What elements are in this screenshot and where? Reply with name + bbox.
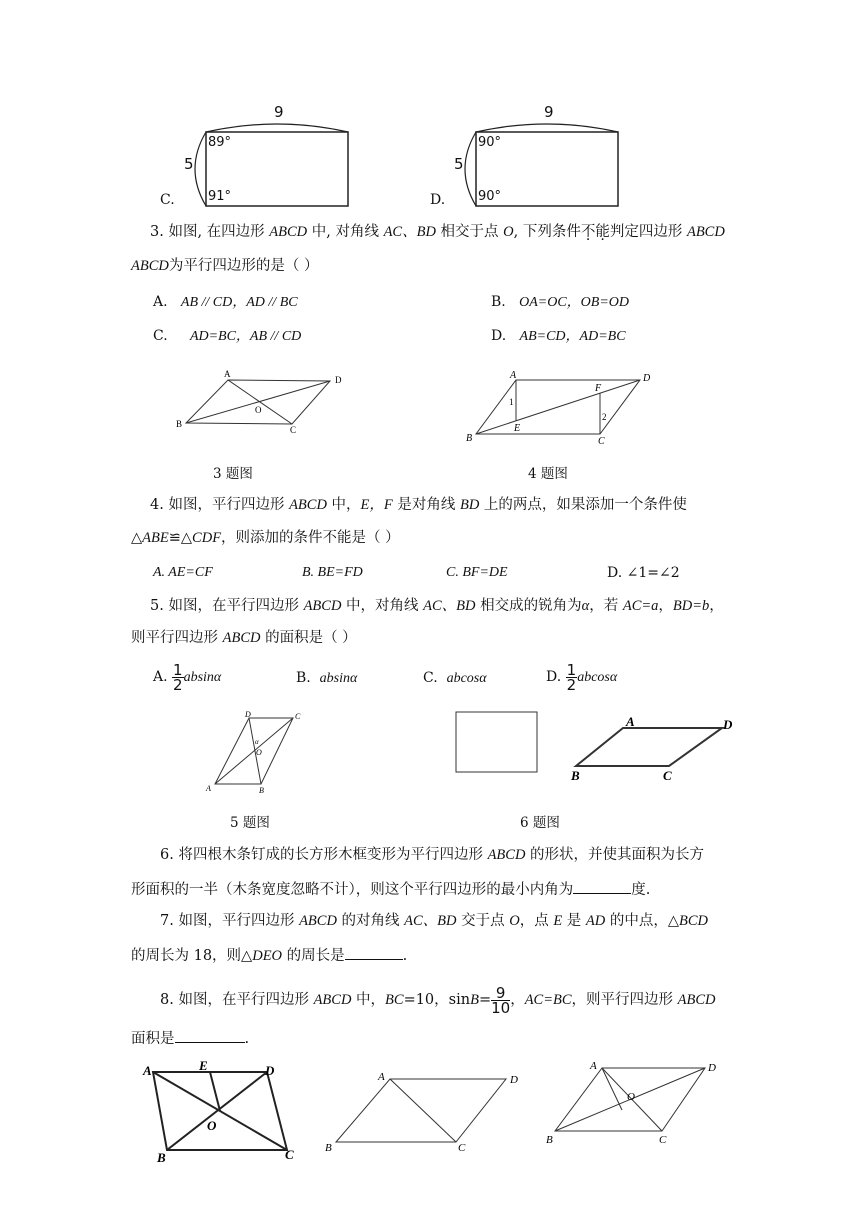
q7-line2: 的周长为 18，则△DEO 的周长是 . bbox=[131, 944, 407, 966]
q6-figure bbox=[450, 708, 750, 784]
q5-option-c: C. abcosα bbox=[423, 670, 487, 686]
svg-text:A: A bbox=[510, 370, 517, 381]
svg-text:D: D bbox=[335, 375, 342, 385]
svg-text:D: D bbox=[723, 717, 733, 732]
caption-q5: 5 题图 bbox=[230, 815, 270, 831]
caption-q4: 4 题图 bbox=[528, 466, 568, 482]
svg-text:O: O bbox=[256, 748, 262, 757]
svg-text:C: C bbox=[458, 1142, 466, 1154]
svg-text:B: B bbox=[259, 786, 264, 795]
fig-d-angle-top: 90° bbox=[478, 135, 502, 150]
q5-option-b: B. absinα bbox=[296, 670, 358, 686]
q9-figure bbox=[540, 1055, 740, 1150]
q8-answer-blank[interactable] bbox=[175, 1027, 245, 1043]
svg-text:A: A bbox=[378, 1071, 385, 1083]
q8-line1: 8. 如图，在平行四边形 ABCD 中，BC=10，sinB= $\frac{9}{10}$ ，AC=BC，则平行四边形 ABCD bbox=[160, 983, 716, 1017]
svg-text:F: F bbox=[595, 383, 602, 394]
svg-text:E: E bbox=[199, 1058, 208, 1073]
svg-text:B: B bbox=[325, 1142, 332, 1154]
q4-line1: 4. 如图，平行四边形 ABCD 中，E，F 是对角线 BD 上的两点，如果添加一个条件使 bbox=[150, 497, 687, 513]
svg-text:D: D bbox=[245, 710, 251, 719]
q7-answer-blank[interactable] bbox=[345, 944, 403, 960]
option-d-label: D. bbox=[430, 192, 446, 208]
svg-text:B: B bbox=[176, 419, 183, 429]
q8-figure bbox=[320, 1065, 530, 1155]
fig-c-top-label: 9 bbox=[274, 103, 284, 121]
q4-option-b: B. BE=FD bbox=[302, 565, 363, 580]
q4-option-d: D. ∠1=∠2 bbox=[607, 565, 680, 581]
svg-text:C: C bbox=[663, 768, 672, 783]
q3-line2: ABCD为平行四边形的是（ ） bbox=[131, 258, 319, 274]
fig-d-angle-bottom: 90° bbox=[478, 189, 502, 204]
q8-line2: 面积是 . bbox=[131, 1027, 249, 1049]
svg-text:O: O bbox=[207, 1118, 217, 1133]
q5-figure bbox=[203, 709, 313, 797]
svg-text:1: 1 bbox=[509, 397, 514, 407]
fig-c-left-label: 5 bbox=[184, 155, 194, 173]
option-c-label: C. bbox=[160, 192, 175, 208]
fig-d-top-label: 9 bbox=[544, 103, 554, 121]
q5-option-a-fraction: $\frac{1}{2}$ bbox=[173, 660, 183, 694]
q3-option-c: C. AD=BC，AB // CD bbox=[153, 328, 302, 344]
q4-option-a: A. AE=CF bbox=[153, 565, 213, 580]
fig-c-angle-top: 89° bbox=[208, 135, 232, 150]
q4-figure bbox=[462, 368, 662, 446]
q3-option-a: A. AB // CD，AD // BC bbox=[153, 294, 298, 310]
svg-text:A: A bbox=[224, 369, 231, 379]
q4-line2: △ABE≌△CDF，则添加的条件不能是（ ） bbox=[131, 530, 400, 546]
q8-fraction: $\frac{9}{10}$ bbox=[491, 983, 511, 1017]
svg-text:O: O bbox=[255, 405, 262, 415]
svg-text:C: C bbox=[295, 712, 301, 721]
svg-text:2: 2 bbox=[602, 412, 607, 422]
svg-text:B: B bbox=[157, 1150, 166, 1165]
q3-figure bbox=[170, 368, 350, 438]
q5-line1: 5. 如图，在平行四边形 ABCD 中，对角线 AC、BD 相交成的锐角为α，若 AC=a，BD=b， bbox=[150, 598, 724, 614]
svg-text:A: A bbox=[590, 1060, 597, 1072]
q6-line2: 形面积的一半（木条宽度忽略不计），则这个平行四边形的最小内角为 度. bbox=[131, 878, 650, 900]
svg-text:D: D bbox=[708, 1062, 716, 1074]
svg-text:E: E bbox=[514, 423, 521, 434]
fig-c-angle-bottom: 91° bbox=[208, 189, 232, 204]
svg-text:D: D bbox=[510, 1074, 518, 1086]
svg-text:D: D bbox=[265, 1063, 275, 1078]
svg-text:D: D bbox=[643, 373, 651, 384]
svg-text:B: B bbox=[466, 433, 473, 444]
q5-line2: 则平行四边形 ABCD 的面积是（ ） bbox=[131, 630, 357, 646]
caption-q3: 3 题图 bbox=[213, 466, 253, 482]
svg-text:O: O bbox=[627, 1091, 635, 1103]
q6-line1: 6. 将四根木条钉成的长方形木框变形为平行四边形 ABCD 的形状，并使其面积为长方 bbox=[160, 847, 705, 863]
q7-figure bbox=[135, 1055, 305, 1165]
fig-d-left-label: 5 bbox=[454, 155, 464, 173]
q5-option-a: A. $\frac{1}{2}$ absinα bbox=[153, 660, 222, 694]
svg-text:α: α bbox=[255, 738, 259, 746]
q7-line1: 7. 如图，平行四边形 ABCD 的对角线 AC、BD 交于点 O，点 E 是 AD 的中点，△BCD bbox=[160, 913, 708, 929]
svg-text:A: A bbox=[626, 714, 635, 729]
q3-line1: 3. 如图, 在四边形 ABCD 中, 对角线 AC、BD 相交于点 O, 下列条件不能判定四边形 ABCD bbox=[150, 224, 725, 240]
svg-text:C: C bbox=[598, 436, 605, 446]
caption-q6: 6 题图 bbox=[520, 815, 560, 831]
q5-option-d: D. $\frac{1}{2}$ abcosα bbox=[546, 660, 618, 694]
q3-option-b: B. OA=OC，OB=OD bbox=[491, 294, 629, 310]
svg-text:C: C bbox=[659, 1134, 667, 1146]
q3-option-d: D. AB=CD，AD=BC bbox=[491, 328, 626, 344]
svg-text:B: B bbox=[571, 768, 580, 783]
q4-option-c: C. BF=DE bbox=[446, 565, 508, 580]
svg-text:C: C bbox=[285, 1147, 294, 1162]
svg-text:A: A bbox=[143, 1063, 152, 1078]
svg-text:C: C bbox=[290, 425, 297, 435]
q5-option-d-fraction: $\frac{1}{2}$ bbox=[566, 660, 577, 694]
q6-answer-blank[interactable] bbox=[573, 878, 631, 894]
svg-text:A: A bbox=[206, 784, 211, 793]
svg-text:B: B bbox=[546, 1134, 553, 1146]
